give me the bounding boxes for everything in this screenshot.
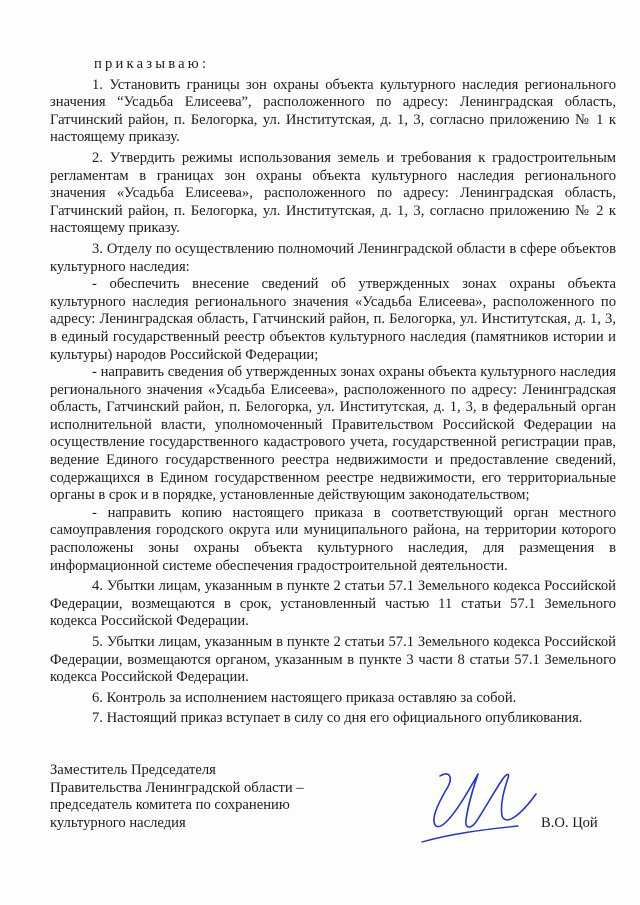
paragraph-2: 2. Утвердить режимы использования земель и требования к градостроительным регламентам в границах зон охраны объекта культурного наследия регионального значения «Усадьба Елисеева», расположенного по адресу: Ленинградская область, Гатчинский район, п. Белогорка, ул. Институтская, д. 1, 3, согласно приложению № 2 к настоящему приказу.	[50, 149, 616, 237]
signature-underline	[422, 826, 518, 842]
order-opener: приказываю:	[94, 56, 210, 72]
signatory-title-line-3: председатель комитета по сохранению	[50, 797, 290, 814]
subitem-1: - обеспечить внесение сведений об утвержденных зонах охраны объекта культурного наследия регионального значения «Усадьба Елисеева», расположенного по адресу: Ленинградская область, Гатчинский район, п. Белогорка, ул. Институтская, д. 1, 3, в единый государственный реестр объектов культурного наследия (памятников истории и культуры) народов Российской Федерации;	[50, 276, 616, 363]
subitem-2: - направить сведения об утвержденных зонах охраны объекта культурного наследия регионального значения «Усадьба Елисеева», расположенного по адресу: Ленинградская область, Гатчинский район, п. Белогорка, ул. Институтская, д. 1, 3, в федеральный орган исполнительной власти, уполномоченный Правительством Российской Федерации на осуществление государственного кадастрового учета, государственной регистрации прав, ведение Единого государственного реестра недвижимости и предоставление сведений, содержащихся в Едином государственном реестре недвижимости, его территориальные органы в срок и в порядке, установленные действующим законодательством;	[50, 364, 616, 504]
paragraph-4: 4. Убытки лицам, указанным в пункте 2 статьи 57.1 Земельного кодекса Российской Федерации, возмещаются в срок, установленный частью 11 статьи 57.1 Земельного кодекса Российской Федерации.	[50, 578, 616, 630]
signatory-title-line-2: Правительства Ленинградской области –	[50, 779, 304, 796]
paragraph-7: 7. Настоящий приказ вступает в силу со дня его официального опубликования.	[92, 710, 583, 727]
signatory-title	[50, 762, 350, 832]
paragraph-1: 1. Установить границы зон охраны объекта культурного наследия регионального значения “Усадьба Елисеева”, расположенного по адресу: Ленинградская область, Гатчинский район, п. Белогорка, ул. Институтская, д. 1, 3, согласно приложению № 1 к настоящему приказу.	[50, 76, 616, 146]
paragraph-6: 6. Контроль за исполнением настоящего приказа оставляю за собой.	[92, 689, 517, 706]
paragraph-5: 5. Убытки лицам, указанным в пункте 2 статьи 57.1 Земельного кодекса Российской Федерации, возмещаются органом, указанным в пункте 3 части 8 статьи 57.1 Земельного кодекса Российской Федерации.	[50, 634, 616, 686]
paragraph-3: 3. Отделу по осуществлению полномочий Ленинградской области в сфере объектов культурного наследия:	[50, 240, 616, 275]
signature-stroke	[434, 774, 536, 827]
signatory-name: В.О. Цой	[541, 815, 598, 831]
handwritten-signature	[420, 764, 540, 854]
subitem-3: - направить копию настоящего приказа в соответствующий орган местного самоуправления городского округа или муниципального района, на территории которого расположены зоны охраны объекта культурного наследия, для размещения в информационной системе обеспечения градостроительной деятельности.	[50, 504, 616, 574]
document-body	[50, 56, 616, 731]
signatory-title-line-4: культурного наследия	[50, 814, 186, 831]
signatory-title-line-1: Заместитель Председателя	[50, 762, 216, 778]
